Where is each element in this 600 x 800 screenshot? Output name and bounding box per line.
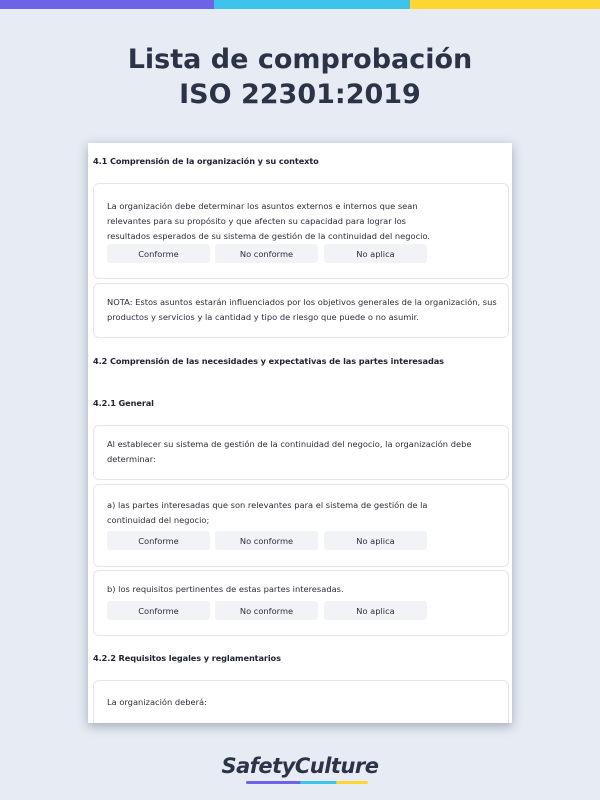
logo-underline-purple	[246, 781, 308, 784]
no-conforme-button[interactable]: No conforme	[215, 531, 318, 550]
item-text: a) las partes interesadas que son relevantes para el sistema de gestión de la continuidad del negocio;	[107, 500, 428, 525]
no-aplica-button[interactable]: No aplica	[324, 601, 427, 620]
page-title	[0, 42, 600, 112]
logo-underline-cyan	[300, 781, 340, 784]
section-heading-4-2: 4.2 Comprensión de las necesidades y expectativas de las partes interesadas	[93, 356, 444, 366]
item-text: La organización debe determinar los asuntos externos e internos que sean relevantes para su propósito y que afecten su capacidad para lograr los resultados esperados de su sistema de gestión de la continuidad del negocio.	[107, 201, 431, 241]
logo-underline-yellow	[336, 781, 368, 784]
item-text: Al establecer su sistema de gestión de la continuidad del negocio, la organización debe determinar:	[107, 439, 472, 464]
conforme-button[interactable]: Conforme	[107, 244, 210, 263]
section-heading-4-1: 4.1 Comprensión de la organización y su contexto	[93, 156, 319, 166]
checklist-item-card	[93, 425, 509, 480]
note-text: NOTA: Estos asuntos estarán influenciados por los objetivos generales de la organización, sus productos y servicios y la cantidad y tipo de riesgo que puede o no asumir.	[107, 297, 497, 322]
title-line-2: ISO 22301:2019	[179, 79, 421, 110]
conforme-button[interactable]: Conforme	[107, 601, 210, 620]
item-text: La organización deberá:	[107, 697, 207, 707]
item-text: b) los requisitos pertinentes de estas partes interesadas.	[107, 584, 344, 594]
checklist-item-card	[93, 570, 509, 636]
checklist-note-card	[93, 283, 509, 338]
accent-bar-purple	[0, 0, 214, 9]
no-aplica-button[interactable]: No aplica	[324, 244, 427, 263]
section-heading-4-2-1: 4.2.1 General	[93, 398, 154, 408]
logo-text: SafetyCulture	[221, 754, 379, 778]
safetyculture-logo	[0, 754, 600, 778]
title-line-1: Lista de comprobación	[127, 44, 473, 75]
top-accent-bar	[0, 0, 600, 9]
accent-bar-cyan	[214, 0, 410, 9]
checklist-document	[88, 143, 512, 723]
conforme-button[interactable]: Conforme	[107, 531, 210, 550]
section-heading-4-2-2: 4.2.2 Requisitos legales y reglamentarios	[93, 653, 281, 663]
no-conforme-button[interactable]: No conforme	[215, 601, 318, 620]
no-conforme-button[interactable]: No conforme	[215, 244, 318, 263]
accent-bar-yellow	[410, 0, 600, 9]
no-aplica-button[interactable]: No aplica	[324, 531, 427, 550]
checklist-item-card	[93, 183, 509, 279]
checklist-item-card	[93, 680, 509, 723]
checklist-item-card	[93, 484, 509, 567]
